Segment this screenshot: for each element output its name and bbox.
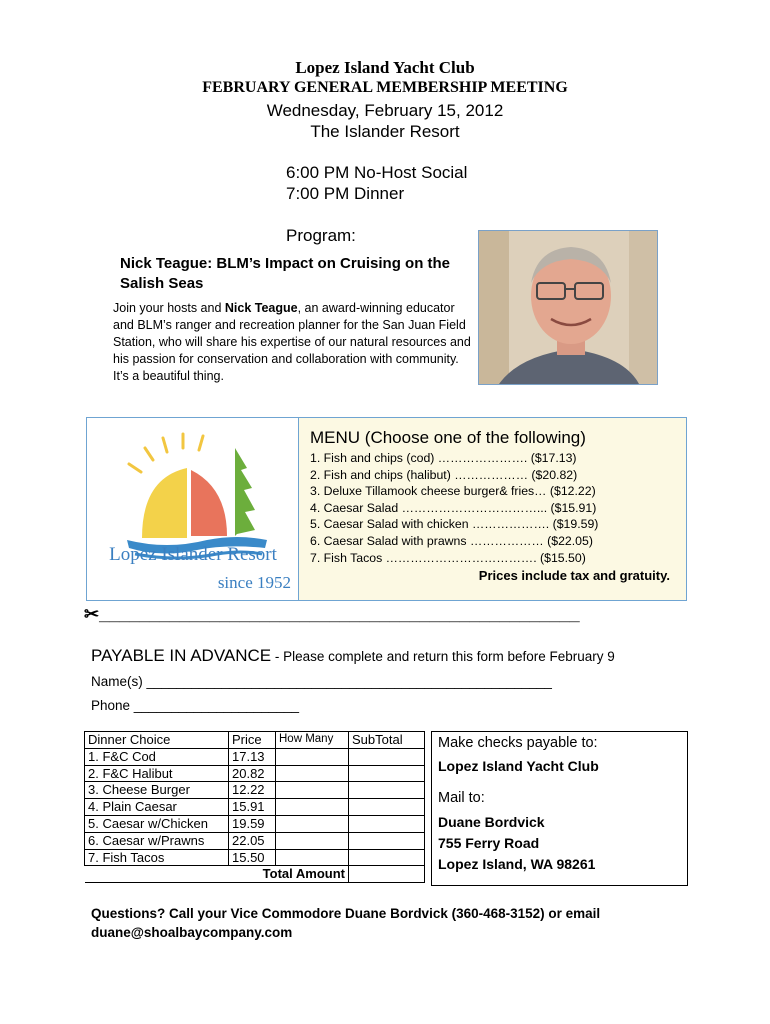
speaker-photo (478, 230, 658, 385)
menu-price-note: Prices include tax and gratuity. (478, 568, 670, 583)
how-many-cell[interactable] (276, 815, 349, 832)
subtotal-cell[interactable] (349, 832, 425, 849)
meeting-date: Wednesday, February 15, 2012 (266, 101, 504, 120)
dinner-choice-cell: 2. F&C Halibut (85, 765, 229, 782)
col-price: Price (229, 732, 276, 749)
how-many-cell[interactable] (276, 849, 349, 866)
menu-item: 2. Fish and chips (halibut) ……………… ($20.82) (310, 467, 578, 482)
table-header-row (85, 732, 425, 749)
menu-title: MENU (Choose one of the following) (310, 428, 586, 447)
payable-notice (91, 646, 615, 666)
table-row (85, 799, 425, 816)
price-cell: 15.50 (229, 849, 276, 866)
dinner-time: 7:00 PM Dinner (286, 184, 405, 203)
price-cell: 17.13 (229, 748, 276, 765)
subtotal-cell[interactable] (349, 748, 425, 765)
how-many-cell[interactable] (276, 782, 349, 799)
resort-logo-box (86, 417, 300, 601)
table-row (85, 849, 425, 866)
logo-name: Lopez Islander Resort (109, 544, 277, 565)
how-many-cell[interactable] (276, 799, 349, 816)
names-field[interactable]: Name(s) ______________________________________________________ (91, 674, 552, 689)
table-row (85, 782, 425, 799)
total-row (85, 866, 425, 883)
mail-recipient: Duane Bordvick (438, 814, 545, 830)
dinner-choice-cell: 6. Caesar w/Prawns (85, 832, 229, 849)
menu-item: 6. Caesar Salad with prawns ……………… ($22.05) (310, 533, 593, 548)
price-cell: 15.91 (229, 799, 276, 816)
menu-item: 5. Caesar Salad with chicken ………………. ($19.59) (310, 517, 599, 532)
mail-city: Lopez Island, WA 98261 (438, 856, 596, 872)
venue: The Islander Resort (310, 122, 460, 141)
subtotal-cell[interactable] (349, 849, 425, 866)
speaker-portrait-image (479, 231, 657, 384)
menu-item: 1. Fish and chips (cod) …………………. ($17.13) (310, 451, 577, 465)
program-intro (113, 300, 473, 385)
sail-yellow (142, 468, 187, 538)
total-amount-label: Total Amount (85, 866, 349, 883)
menu-item: 3. Deluxe Tillamook cheese burger& fries… ($12.22) (310, 484, 596, 499)
tree-icon (235, 448, 255, 536)
intro-before: Join your hosts and (113, 301, 225, 315)
scissors-cut-line: ✂________________________________________________ (84, 604, 580, 624)
mail-info-box (431, 731, 688, 886)
social-time: 6:00 PM No-Host Social (286, 163, 468, 182)
resort-logo (87, 418, 299, 600)
mail-street: 755 Ferry Road (438, 835, 540, 851)
dinner-choice-cell: 5. Caesar w/Chicken (85, 815, 229, 832)
total-amount-cell[interactable] (349, 866, 425, 883)
program-label: Program: (286, 226, 356, 245)
price-cell: 20.82 (229, 765, 276, 782)
meeting-title: FEBRUARY GENERAL MEMBERSHIP MEETING (202, 79, 568, 96)
subtotal-cell[interactable] (349, 815, 425, 832)
subtotal-cell[interactable] (349, 765, 425, 782)
intro-after: , an award-winning educator and BLM’s ranger and recreation planner for the San Juan Field Station, who will share his expertise of our natural resources and his passion for conservation and collaboration with community. It’s a beautiful thing. (113, 301, 471, 383)
table-row (85, 815, 425, 832)
dinner-choice-cell: 4. Plain Caesar (85, 799, 229, 816)
payable-heading: PAYABLE IN ADVANCE (91, 646, 272, 665)
how-many-cell[interactable] (276, 832, 349, 849)
how-many-cell[interactable] (276, 748, 349, 765)
payee-name: Lopez Island Yacht Club (438, 758, 599, 774)
checks-payable-label: Make checks payable to: (438, 735, 598, 751)
mail-to-label: Mail to: (438, 790, 485, 806)
questions-contact: Questions? Call your Vice Commodore Duane Bordvick (360-468-3152) or email duane@shoalbaycompany.com (91, 906, 601, 940)
dinner-choice-cell: 1. F&C Cod (85, 748, 229, 765)
menu-item: 7. Fish Tacos ………………………………. ($15.50) (310, 550, 586, 565)
dinner-choice-cell: 3. Cheese Burger (85, 782, 229, 799)
payable-instructions: - Please complete and return this form before February 9 (271, 649, 615, 664)
price-cell: 22.05 (229, 832, 276, 849)
sun-rays-icon (129, 434, 203, 472)
menu-list (310, 450, 675, 566)
order-table (84, 731, 425, 883)
table-row (85, 832, 425, 849)
talk-title: Nick Teague: BLM’s Impact on Cruising on the Salish Seas (120, 255, 451, 292)
logo-since: since 1952 (217, 573, 291, 592)
phone-field[interactable]: Phone ______________________ (91, 698, 299, 713)
dinner-choice-cell: 7. Fish Tacos (85, 849, 229, 866)
menu-box (298, 417, 687, 601)
how-many-cell[interactable] (276, 765, 349, 782)
table-row (85, 765, 425, 782)
subtotal-cell[interactable] (349, 782, 425, 799)
subtotal-cell[interactable] (349, 799, 425, 816)
col-dinner-choice: Dinner Choice (85, 732, 229, 749)
table-row (85, 748, 425, 765)
price-cell: 12.22 (229, 782, 276, 799)
sail-red (191, 470, 227, 536)
col-how-many: How Many (276, 732, 349, 749)
col-subtotal: SubTotal (349, 732, 425, 749)
club-name: Lopez Island Yacht Club (295, 58, 475, 77)
speaker-name: Nick Teague (224, 301, 298, 315)
price-cell: 19.59 (229, 815, 276, 832)
menu-item: 4. Caesar Salad ……………………………... ($15.91) (310, 500, 597, 515)
